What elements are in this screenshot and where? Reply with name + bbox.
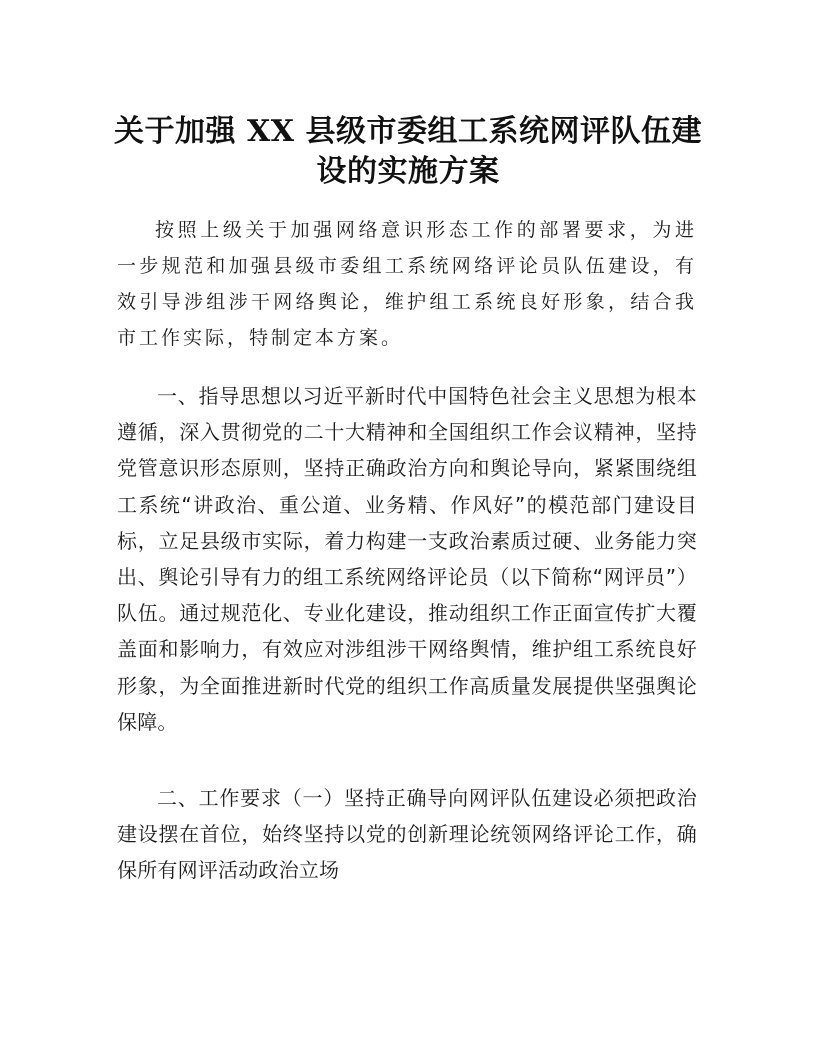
- document-title: [110, 112, 706, 192]
- paragraph-intro: 按照上级关于加强网络意识形态工作的部署要求，为进一步规范和加强县级市委组工系统网络评论员队伍建设，有效引导涉组涉干网络舆论，维护组工系统良好形象，结合我市工作实际，特制定本方案。: [117, 219, 697, 349]
- paragraph-guiding-ideology: 一、指导思想以习近平新时代中国特色社会主义思想为根本遵循，深入贯彻党的二十大精神和全国组织工作会议精神，坚持党管意识形态原则，坚持正确政治方向和舆论导向，紧紧围绕组工系统“讲政治、重公道、业务精、作风好”的模范部门建设目标，立足县级市实际，着力构建一支政治素质过硬、业务能力突出、舆论引导有力的组工系统网络评论员（以下简称“网评员”）队伍。通过规范化、专业化建设，推动组织工作正面宣传扩大覆盖面和影响力，有效应对涉组涉干网络舆情，维护组工系统良好形象，为全面推进新时代党的组织工作高质量发展提供坚强舆论保障。: [117, 384, 697, 734]
- paragraph-work-requirements: 二、工作要求（一）坚持正确导向网评队伍建设必须把政治建设摆在首位，始终坚持以党的创新理论统领网络评论工作，确保所有网评活动政治立场: [117, 786, 697, 883]
- title-line-1: 关于加强 XX 县级市委组工系统网评队伍建: [114, 114, 702, 149]
- title-line-2: 设的实施方案: [316, 154, 500, 189]
